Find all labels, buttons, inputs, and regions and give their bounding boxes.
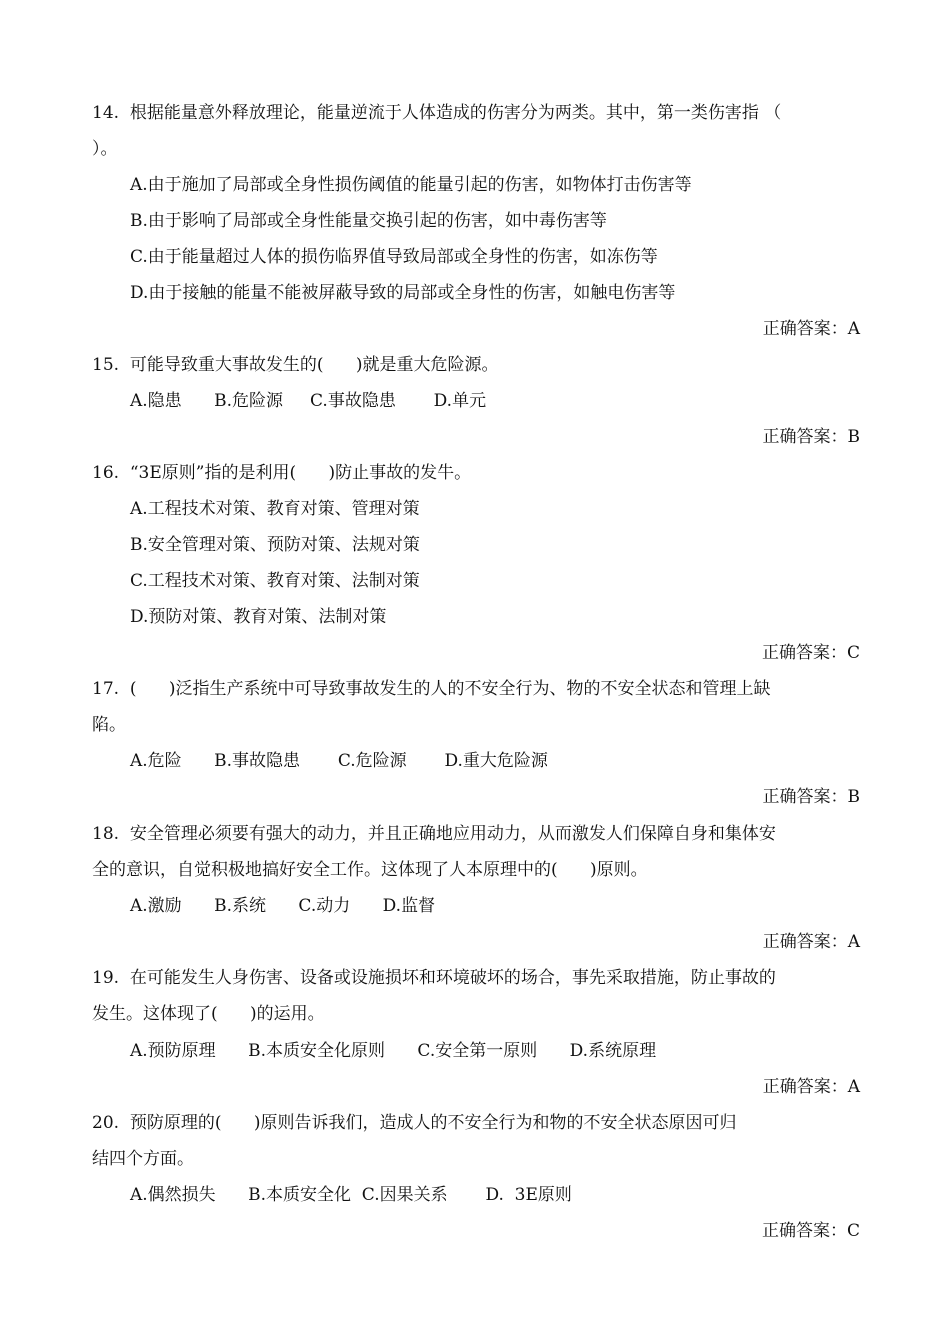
question-17-line-2: 陷。 bbox=[92, 715, 126, 735]
question-20-line-1: 20. 预防原理的( )原则告诉我们，造成人的不安全行为和物的不安全状态原因可归 bbox=[92, 1113, 737, 1133]
question-20-answer: 正确答案：C bbox=[761, 1221, 860, 1241]
question-16-option-a: A.工程技术对策、教育对策、管理对策 bbox=[130, 499, 420, 519]
question-19-answer: 正确答案：A bbox=[762, 1077, 860, 1097]
question-14-option-a: A.由于施加了局部或全身性损伤阈值的能量引起的伤害，如物体打击伤害等 bbox=[130, 175, 692, 195]
question-15-answer: 正确答案：B bbox=[762, 427, 860, 447]
question-14-line-1: 14. 根据能量意外释放理论，能量逆流于人体造成的伤害分为两类。其中，第一类伤害指 （ bbox=[92, 103, 782, 123]
question-16-option-d: D.预防对策、教育对策、法制对策 bbox=[130, 607, 387, 627]
question-16-answer: 正确答案：C bbox=[761, 643, 860, 663]
question-17-answer: 正确答案：B bbox=[762, 787, 860, 807]
question-14-answer: 正确答案：A bbox=[762, 319, 860, 339]
question-18-line-2: 全的意识，自觉积极地搞好安全工作。这体现了人本原理中的( )原则。 bbox=[92, 860, 648, 880]
question-14-option-b: B.由于影响了局部或全身性能量交换引起的伤害，如中毒伤害等 bbox=[130, 211, 607, 231]
question-18-line-1: 18. 安全管理必须要有强大的动力，并且正确地应用动力，从而激发人们保障自身和集体安 bbox=[92, 824, 776, 844]
question-15-line-1: 15. 可能导致重大事故发生的( )就是重大危险源。 bbox=[92, 355, 499, 375]
question-15-options: A.隐患 B.危险源 C.事故隐患 D.单元 bbox=[130, 391, 487, 411]
question-16-line-1: 16. “3E原则”指的是利用( )防止事故的发牛。 bbox=[92, 463, 472, 483]
question-16-option-b: B.安全管理对策、预防对策、法规对策 bbox=[130, 535, 420, 555]
question-19-line-1: 19. 在可能发生人身伤害、设备或设施损坏和环境破坏的场合，事先采取措施，防止事故的 bbox=[92, 968, 776, 988]
question-18-options: A.激励 B.系统 C.动力 D.监督 bbox=[130, 896, 436, 916]
question-19-options: A.预防原理 B.本质安全化原则 C.安全第一原则 D.系统原理 bbox=[130, 1041, 657, 1061]
question-14-line-2: ）。 bbox=[92, 139, 118, 159]
question-16-option-c: C.工程技术对策、教育对策、法制对策 bbox=[130, 571, 420, 591]
question-20-line-2: 结四个方面。 bbox=[92, 1149, 194, 1169]
question-14-option-c: C.由于能量超过人体的损伤临界值导致局部或全身性的伤害，如冻伤等 bbox=[130, 247, 658, 267]
question-19-line-2: 发生。这体现了( )的运用。 bbox=[92, 1004, 325, 1024]
question-14-option-d: D.由于接触的能量不能被屏蔽导致的局部或全身性的伤害，如触电伤害等 bbox=[130, 283, 676, 303]
question-20-options: A.偶然损失 B.本质安全化 C.因果关系 D. 3E原则 bbox=[130, 1185, 572, 1205]
question-17-line-1: 17. ( )泛指生产系统中可导致事故发生的人的不安全行为、物的不安全状态和管理上缺 bbox=[92, 679, 771, 699]
question-17-options: A.危险 B.事故隐患 C.危险源 D.重大危险源 bbox=[130, 751, 548, 771]
question-18-answer: 正确答案：A bbox=[762, 932, 860, 952]
